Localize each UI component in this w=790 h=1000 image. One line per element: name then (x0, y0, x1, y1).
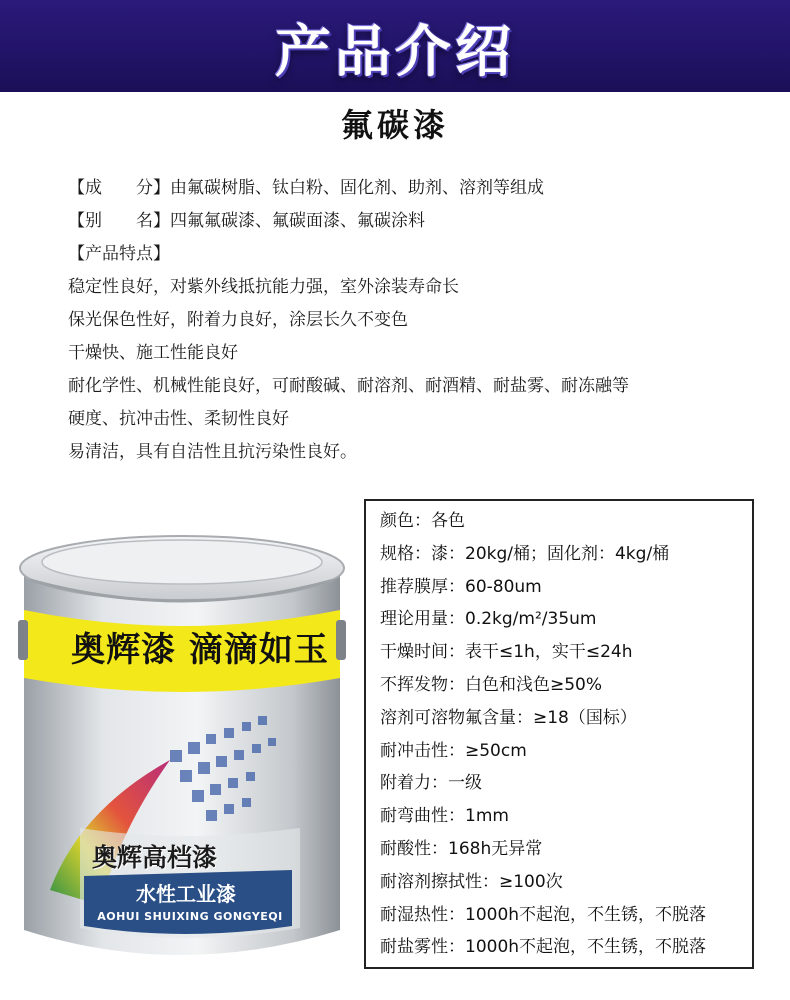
spec-row: 耐盐雾性：1000h不起泡，不生锈，不脱落 (380, 937, 707, 958)
can-pinyin: AOHUI SHUIXING GONGYEQI (97, 910, 283, 923)
feature-item: 耐化学性、机械性能良好，可耐酸碱、耐溶剂、耐酒精、耐盐雾、耐冻融等 (68, 376, 629, 396)
spec-row: 耐溶剂擦拭性：≥100次 (380, 871, 563, 892)
features-heading: 【产品特点】 (68, 244, 170, 264)
spec-row: 耐冲击性：≥50cm (380, 740, 527, 761)
composition-line: 【成 分】由氟碳树脂、钛白粉、固化剂、助剂、溶剂等组成 (68, 178, 544, 198)
feature-item: 保光保色性好，附着力良好，涂层长久不变色 (68, 310, 408, 330)
product-name: 氟碳漆 (340, 106, 449, 144)
spec-row: 耐酸性：168h无异常 (380, 838, 543, 859)
spec-table (364, 499, 754, 969)
feature-item: 干燥快、施工性能良好 (68, 343, 238, 363)
feature-item: 易清洁，具有自洁性且抗污染性良好。 (68, 442, 357, 462)
can-handle-left (18, 620, 28, 660)
can-brand: 奥辉高档漆 (92, 843, 218, 872)
spec-row: 耐湿热性：1000h不起泡，不生锈，不脱落 (380, 904, 707, 925)
spec-row: 耐弯曲性：1mm (380, 806, 509, 827)
spec-row: 颜色：各色 (380, 511, 465, 531)
can-slogan: 奥辉漆 滴滴如玉 (71, 630, 329, 670)
feature-item: 硬度、抗冲击性、柔韧性良好 (68, 409, 289, 429)
paint-can-image (10, 510, 355, 980)
spec-row: 干燥时间：表干≤1h，实干≤24h (380, 642, 633, 663)
can-lid-inner (42, 540, 322, 584)
banner-title: 产品介绍 (275, 20, 515, 85)
spec-row: 溶剂可溶物氟含量：≥18（国标） (380, 707, 637, 728)
spec-row: 推荐膜厚：60-80um (380, 576, 542, 597)
alias-line: 【别 名】四氟氟碳漆、氟碳面漆、氟碳涂料 (68, 211, 425, 231)
spec-row: 理论用量：0.2kg/m²/35um (380, 609, 597, 630)
spec-row: 附着力：一级 (380, 773, 482, 794)
header-banner (0, 0, 790, 92)
feature-item: 稳定性良好，对紫外线抵抗能力强，室外涂装寿命长 (68, 277, 459, 297)
spec-row: 规格：漆：20kg/桶；固化剂：4kg/桶 (380, 543, 670, 564)
spec-row: 不挥发物：白色和浅色≥50% (380, 674, 603, 695)
can-subtitle: 水性工业漆 (136, 882, 236, 906)
product-intro (68, 172, 768, 469)
